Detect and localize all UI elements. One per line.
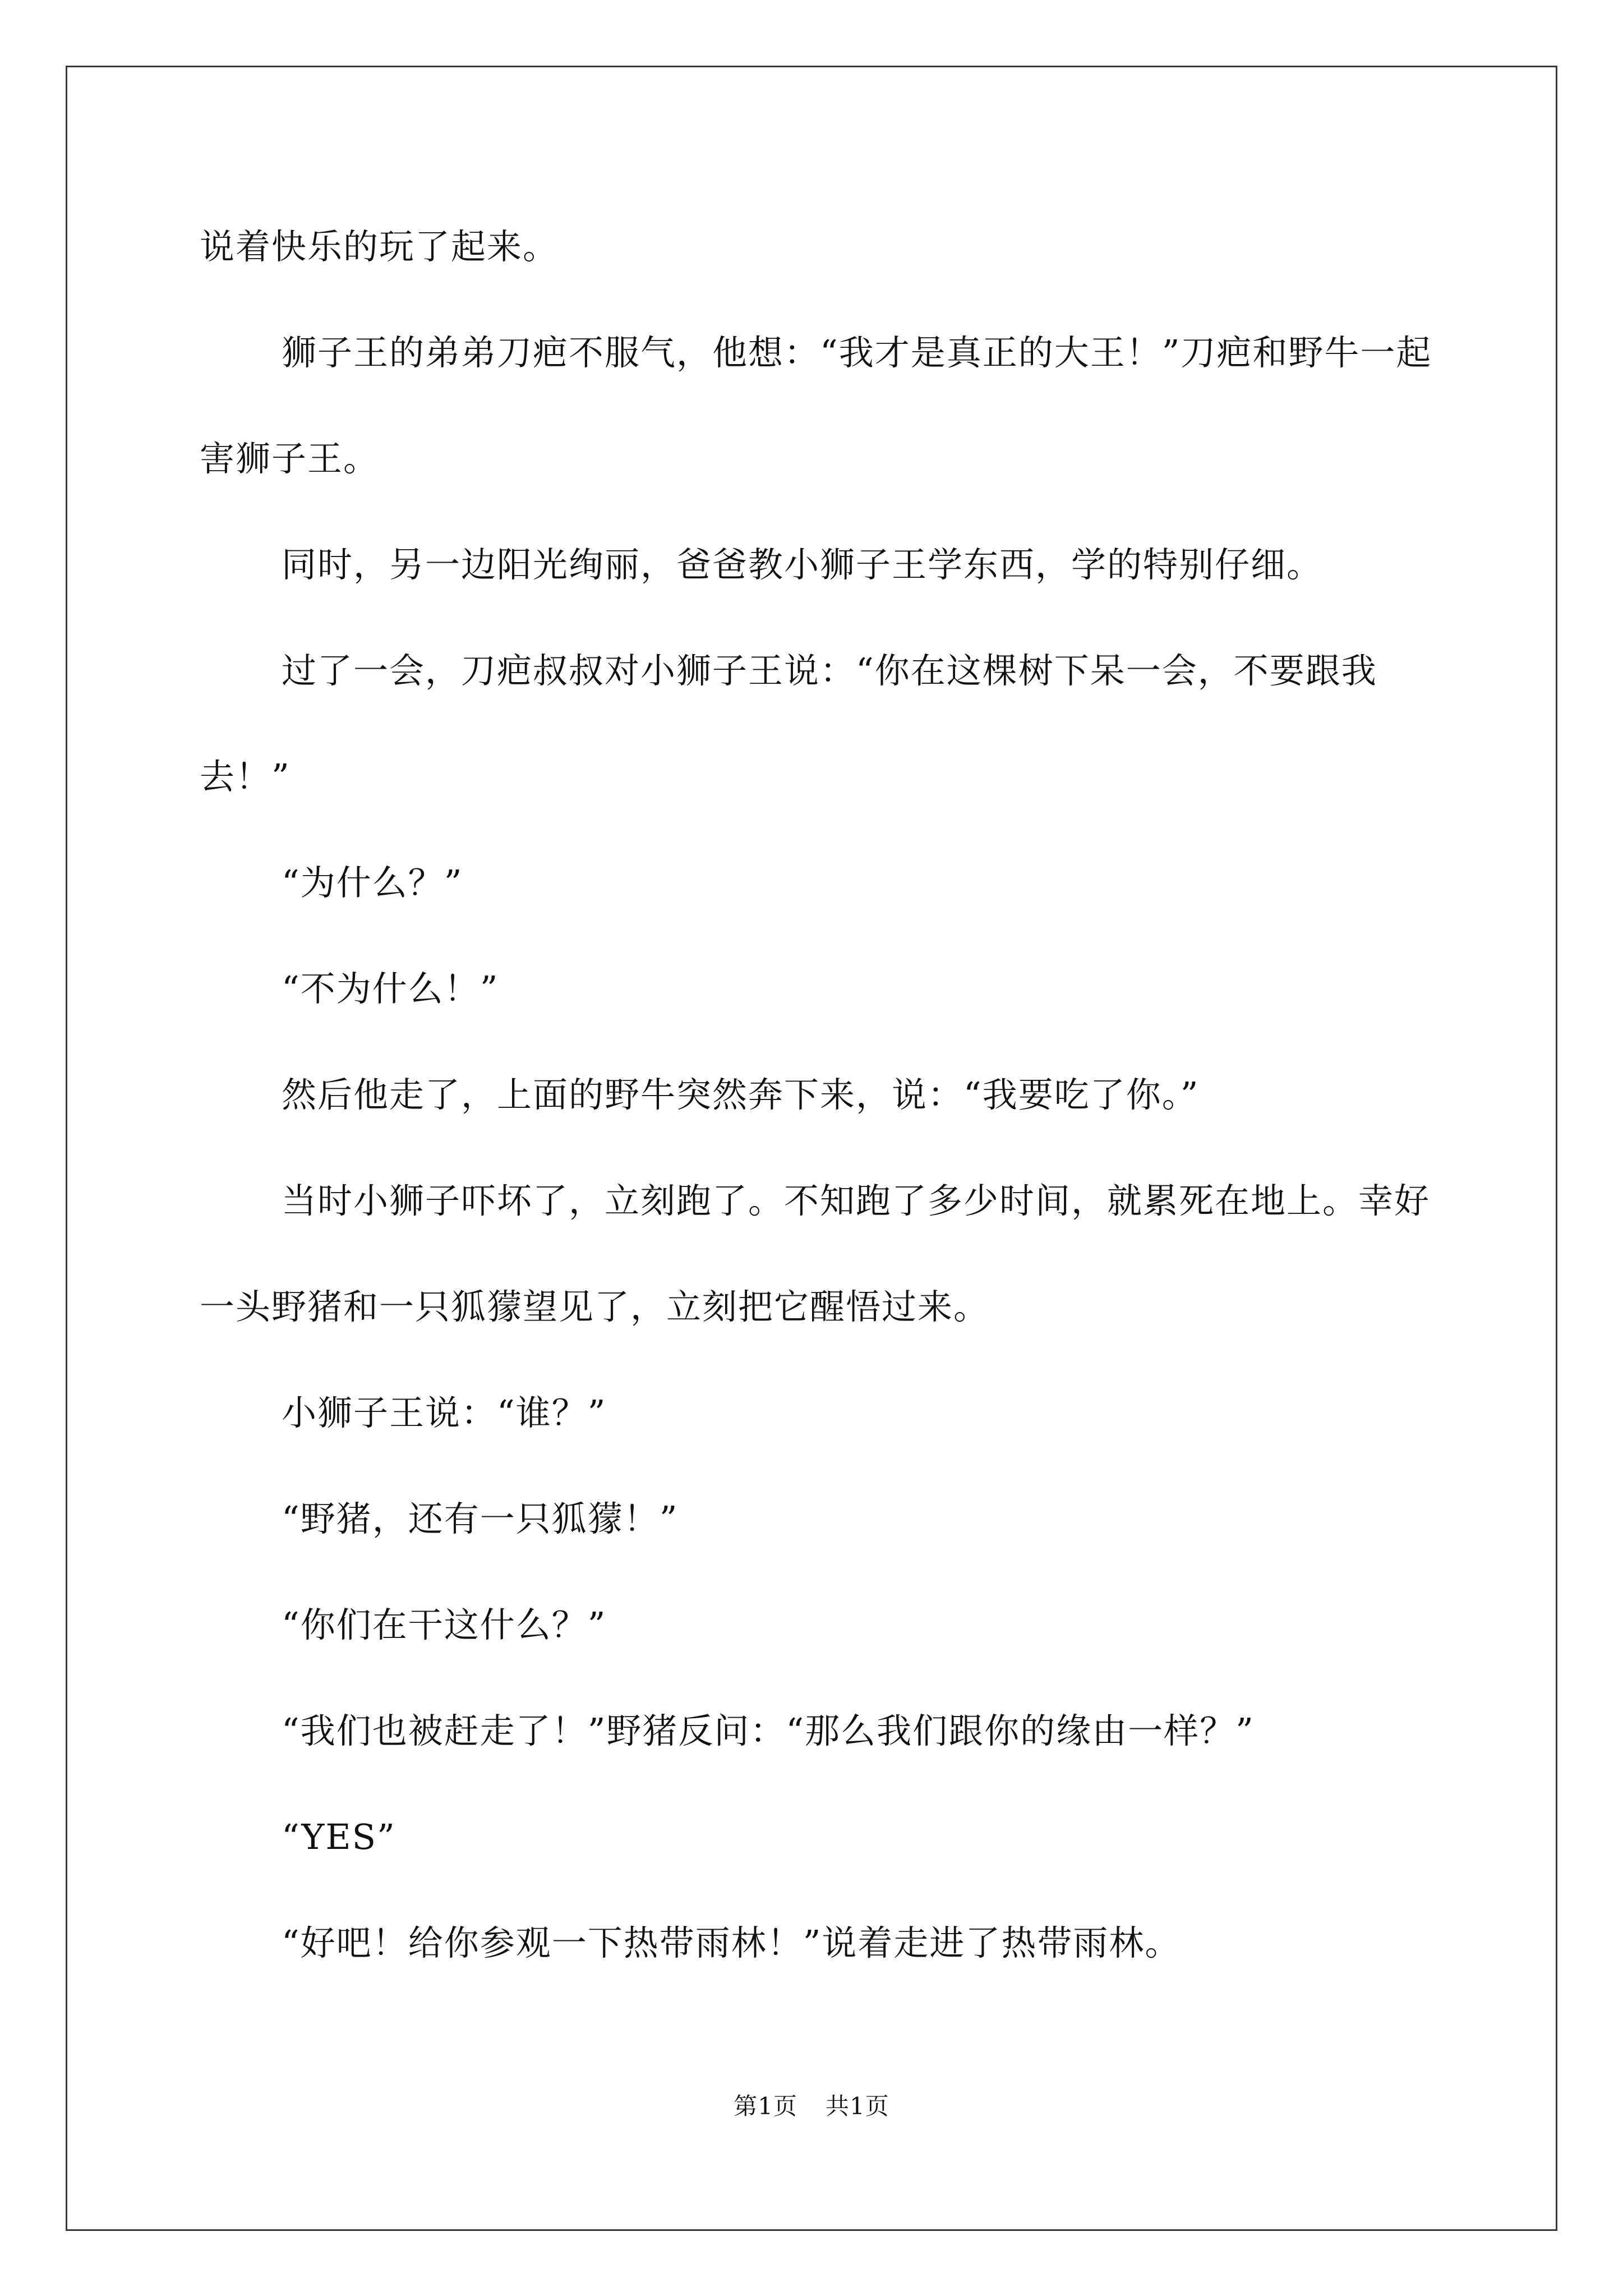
paragraph: 狮子王的弟弟刀疤不服气，他想：“我才是真正的大王！”刀疤和野牛一起害狮子王。	[200, 332, 1432, 479]
paragraph: 过了一会，刀疤叔叔对小狮子王说：“你在这棵树下呆一会，不要跟我去！”	[200, 650, 1377, 797]
page-number: 第1页	[734, 2092, 797, 2120]
paragraph: “YES”	[282, 1816, 396, 1857]
paragraph: 同时，另一边阳光绚丽，爸爸教小狮子王学东西，学的特别仔细。	[282, 544, 1323, 585]
page-total: 共1页	[826, 2092, 889, 2120]
paragraph: “你们在干这什么？”	[282, 1604, 607, 1645]
paragraph: 小狮子王说：“谁？”	[282, 1392, 607, 1433]
paragraph: “野猪，还有一只狐獴！”	[282, 1498, 679, 1539]
paragraph: 当时小狮子吓坏了，立刻跑了。不知跑了多少时间，就累死在地上。幸好一头野猪和一只狐獴望见了，立刻把它醒悟过来。	[200, 1180, 1431, 1327]
paragraph: “为什么？”	[282, 862, 463, 903]
paragraph: “我们也被赶走了！”野猪反问：“那么我们跟你的缘由一样？”	[282, 1710, 1255, 1751]
document-body	[200, 210, 1433, 1996]
paragraph: 然后他走了，上面的野牛突然奔下来，说：“我要吃了你。”	[282, 1074, 1200, 1115]
page-footer	[0, 2088, 1623, 2122]
paragraph: “不为什么！”	[282, 968, 499, 1009]
paragraph: 说着快乐的玩了起来。	[200, 226, 559, 267]
paragraph: “好吧！给你参观一下热带雨林！”说着走进了热带雨林。	[282, 1922, 1181, 1963]
